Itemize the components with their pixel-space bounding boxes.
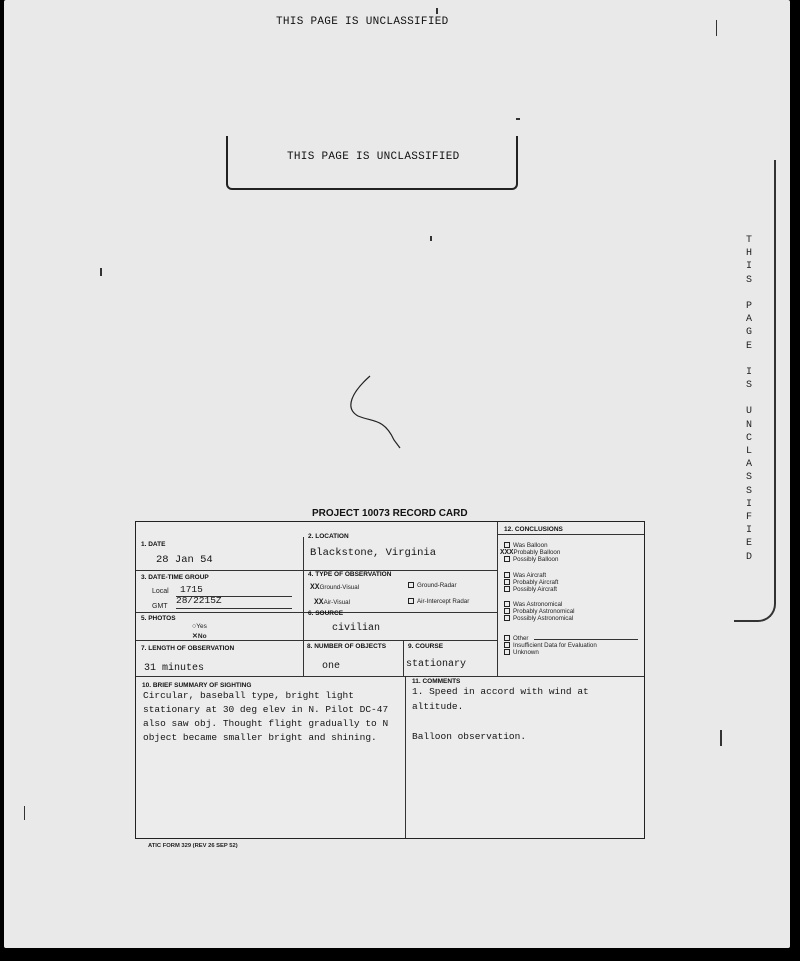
top-classification-banner: THIS PAGE IS UNCLASSIFIED — [276, 16, 449, 28]
summary-line: Circular, baseball type, bright light — [143, 690, 354, 701]
length-value: 31 minutes — [144, 663, 205, 674]
comments-cell — [406, 677, 644, 838]
photos-cell — [136, 613, 304, 641]
gmt-underline — [176, 608, 292, 609]
mid-classification-banner: THIS PAGE IS UNCLASSIFIED — [287, 151, 460, 163]
conclusion-option-text: Possibly Aircraft — [513, 586, 558, 593]
course-value: stationary — [406, 659, 467, 670]
comments-text — [412, 684, 644, 744]
length-label: 7. LENGTH OF OBSERVATION — [141, 645, 235, 652]
air-visual-mark: XX — [314, 598, 324, 607]
air-intercept-option — [408, 598, 469, 605]
vertical-banner-char: U — [745, 406, 752, 418]
obs-type-label: 4. TYPE OF OBSERVATION — [308, 571, 392, 578]
vertical-banner-char: H — [745, 248, 752, 260]
date-label: 1. DATE — [141, 541, 166, 548]
summary-line: object became smaller bright and shining. — [143, 732, 377, 743]
checkbox — [504, 542, 510, 548]
conclusion-check-mark: XXX — [500, 549, 514, 557]
dtg-label: 3. DATE-TIME GROUP — [141, 574, 209, 581]
speck — [430, 236, 432, 241]
record-card — [135, 521, 645, 839]
comment-line: Balloon observation. — [412, 731, 527, 742]
air-visual-option — [314, 598, 350, 607]
vertical-banner-char: E — [745, 340, 752, 352]
checkbox — [504, 635, 510, 641]
gmt-label: GMT — [152, 603, 168, 610]
ground-radar-option — [408, 582, 457, 589]
conclusion-option-text: Other — [513, 635, 529, 642]
ground-visual-text: Ground-Visual — [319, 584, 360, 591]
conclusion-option-text: Probably Balloon — [513, 549, 561, 556]
ground-radar-text: Ground-Radar — [417, 582, 457, 589]
conclusion-option — [504, 615, 573, 622]
pen-mark — [344, 372, 414, 452]
other-underline — [534, 639, 638, 640]
date-time-group-cell — [136, 571, 304, 613]
course-cell — [404, 641, 498, 677]
speck — [24, 806, 25, 820]
air-visual-text: Air-Visual — [323, 599, 350, 606]
checkbox — [408, 598, 414, 604]
vertical-banner-char: A — [745, 314, 752, 326]
observation-type-cell — [304, 571, 498, 613]
vertical-banner-char: I — [745, 261, 752, 273]
vertical-banner-char: L — [745, 446, 752, 457]
vertical-banner-char: P — [745, 300, 752, 312]
vertical-banner-char: F — [745, 511, 752, 523]
conclusion-option-text: Was Astronomical — [513, 601, 563, 608]
checkbox — [504, 572, 510, 578]
vertical-banner-char — [742, 353, 756, 366]
top-spacer — [136, 522, 498, 537]
photos-yes-text: Yes — [196, 623, 207, 630]
air-intercept-text: Air-Intercept Radar — [417, 598, 470, 605]
summary-cell — [136, 677, 406, 838]
conclusion-option — [504, 601, 562, 608]
vertical-classification-banner — [742, 234, 756, 564]
vertical-banner-char: S — [745, 274, 752, 286]
conclusion-option — [504, 572, 546, 579]
vertical-banner-char: I — [745, 498, 752, 510]
photos-yes: ○Yes — [192, 623, 207, 630]
checkbox — [504, 615, 510, 621]
summary-text — [143, 689, 411, 745]
conclusion-option-text: Possibly Balloon — [513, 556, 559, 563]
photos-no-text: No — [197, 633, 207, 640]
checkbox — [504, 586, 510, 592]
conclusion-option-text: Possibly Astronomical — [513, 615, 574, 622]
stamp-bracket — [226, 136, 518, 190]
vertical-banner-char: C — [745, 432, 752, 444]
date-value: 28 Jan 54 — [156, 554, 213, 566]
objects-value: one — [322, 661, 341, 672]
conclusion-option — [504, 579, 558, 586]
checkbox — [504, 579, 510, 585]
conclusion-option-text: Probably Astronomical — [513, 608, 575, 615]
local-label: Local — [152, 588, 169, 595]
photos-label: 5. PHOTOS — [141, 615, 176, 622]
vertical-banner-char: S — [745, 380, 752, 392]
speck — [716, 20, 717, 36]
conclusions-label: 12. CONCLUSIONS — [504, 526, 563, 533]
speck — [516, 118, 520, 120]
comment-line: 1. Speed in accord with wind at altitude. — [412, 686, 589, 712]
photos-no: ✕No — [192, 633, 207, 640]
vertical-banner-char: A — [745, 459, 752, 471]
vertical-banner-char: S — [745, 485, 752, 497]
ground-visual-option — [310, 583, 359, 592]
conclusion-option — [504, 635, 528, 642]
objects-cell — [304, 641, 404, 677]
checkbox — [504, 608, 510, 614]
conclusions-divider — [498, 534, 644, 535]
vertical-banner-char: T — [745, 235, 752, 246]
course-label: 9. COURSE — [408, 643, 444, 650]
conclusion-option-text: Unknown — [513, 649, 539, 656]
conclusion-option-text: Was Balloon — [513, 542, 548, 549]
speck — [100, 268, 102, 276]
vertical-banner-char: S — [745, 472, 752, 484]
summary-line: stationary at 30 deg elev in N. Pilot DC-47 — [143, 704, 389, 715]
checkbox — [504, 601, 510, 607]
conclusion-option — [504, 586, 557, 593]
vertical-banner-char: I — [745, 366, 752, 378]
form-footer: ATIC FORM 329 (REV 26 SEP 52) — [148, 843, 238, 849]
conclusion-option — [504, 542, 548, 549]
length-cell — [136, 641, 304, 677]
conclusion-option — [504, 608, 575, 615]
local-value: 1715 — [180, 584, 203, 595]
source-value: civilian — [332, 623, 381, 634]
location-value: Blackstone, Virginia — [310, 547, 437, 559]
summary-label: 10. BRIEF SUMMARY OF SIGHTING — [142, 682, 252, 689]
date-cell — [136, 537, 304, 571]
speck — [436, 8, 438, 14]
source-cell — [304, 610, 498, 641]
checkbox — [504, 649, 510, 655]
gmt-value: 28/2215Z — [176, 595, 222, 606]
checkbox — [504, 642, 510, 648]
location-label: 2. LOCATION — [308, 533, 349, 540]
vertical-banner-char: I — [745, 525, 752, 537]
checkbox — [504, 556, 510, 562]
conclusion-option — [504, 649, 539, 656]
source-label: 6. SOURCE — [308, 610, 344, 617]
vertical-banner-char — [742, 287, 756, 300]
comment-line — [412, 714, 644, 729]
conclusion-option — [504, 556, 558, 563]
vertical-banner-char: E — [745, 538, 752, 550]
comments-label: 11. COMMENTS — [412, 678, 461, 685]
vertical-banner-char — [742, 392, 756, 405]
summary-line: also saw obj. Thought flight gradually to N — [143, 718, 389, 729]
speck — [720, 730, 722, 746]
conclusion-option-text: Was Aircraft — [513, 572, 547, 579]
vertical-banner-char: D — [745, 551, 752, 563]
checkbox — [408, 582, 414, 588]
conclusion-option-text: Insufficient Data for Evaluation — [513, 642, 597, 649]
conclusion-option-text: Probably Aircraft — [513, 579, 559, 586]
document-page — [4, 0, 790, 948]
vertical-banner-char: N — [745, 419, 752, 431]
ground-visual-mark: XX — [310, 583, 320, 592]
conclusion-option — [504, 642, 597, 649]
objects-label: 8. NUMBER OF OBJECTS — [307, 643, 387, 650]
vertical-banner-char: G — [745, 327, 752, 339]
card-title: PROJECT 10073 RECORD CARD — [312, 508, 468, 519]
conclusions-cell — [498, 522, 644, 677]
